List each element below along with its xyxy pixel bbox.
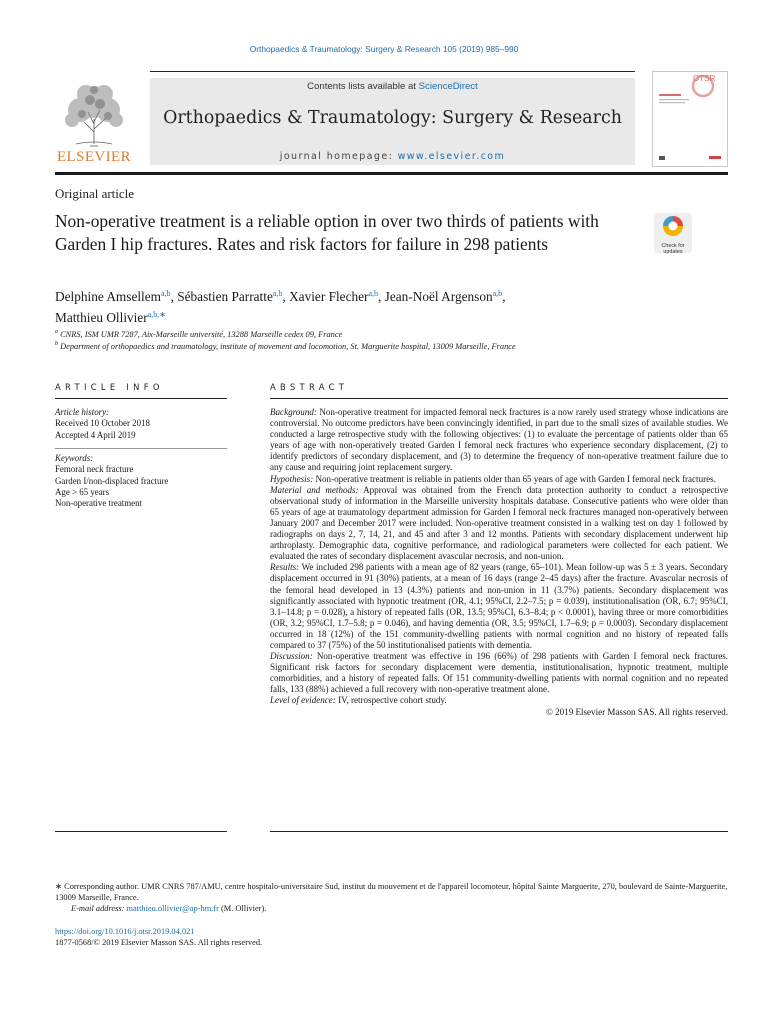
article-type: Original article	[55, 186, 135, 201]
email-suffix: (M. Ollivier).	[218, 904, 267, 913]
article-history	[55, 407, 227, 441]
abstract-section-discussion: Discussion: Non-operative treatment was effective in 196 (66%) of 298 patients with Garden I femoral neck fractures. Significant risk factors for secondary displacement were dementia, institutionalisation, hypnotic treatment, multiple comorbidities, and a history of repeated falls. Of 151 community-dwelling patients with normal cognition and no repeated falls, 133 (88%) achieved a full recovery with non-operative treatment alone.	[270, 651, 729, 695]
affiliation-b: $^b$ Department of orthopaedics and traumatology, institute of movement and locomotion, St. Marguerite hospital, 13009 Marseille, France	[55, 341, 516, 351]
abstract-section-methods: Material and methods: Approval was obtained from the French data protection authority to conduct a retrospective observational study of information in the Marseille university hospitals database. Consecutive patients who were older than 65 years of age at traumatology department admission for Garden I femoral neck fractures managed non-operatively between January 2007 and December 2017 were included. Non-operative treatment consisted in a walking test on day 1 followed by radiographs on days 2, 7, 14, 21, and 45 and after 3 and 12 months. Patients with secondary displacement underwent hip arthroplasty. Demographic data, cognitive performance, and radiological parameters were collected for each patient. We evaluated the rates of secondary displacement avascular necrosis, and non-union.	[270, 484, 728, 562]
abstract-body	[270, 407, 728, 718]
journal-homepage-line	[150, 151, 635, 162]
journal-cover-thumbnail	[652, 71, 728, 167]
email-label: E-mail address:	[71, 904, 125, 913]
abstract-copyright: © 2019 Elsevier Masson SAS. All rights reserved.	[545, 706, 728, 717]
abstract-rule	[270, 398, 728, 399]
issn-line: 1877-0568/© 2019 Elsevier Masson SAS. All rights reserved.	[55, 938, 263, 947]
keywords-block	[55, 453, 227, 509]
crossmark-icon	[654, 213, 692, 239]
email-link[interactable]: matthieu.ollivier@ap-hm.fr	[126, 904, 219, 913]
abstract-section-background: Background: Non-operative treatment for impacted femoral neck fractures is a now rarely used strategy whose indications are controversial. No outcome predictors have been convincingly identified, in part due to the small sizes of available studies. We conducted a large retrospective study with the following objectives: (1) to evaluate the percentage of patients older than 65 years of age with non-operatively treated Garden I femoral neck fractures who experience secondary displacement, (2) to identify predictors of secondary displacement, and (3) to determine the frequency of non-operative treatment failure due to any cause and requiring joint replacement surgery.	[270, 407, 728, 473]
publisher-wordmark: ELSEVIER	[56, 149, 132, 165]
contents-prefix: Contents lists available at	[307, 81, 419, 92]
journal-reference[interactable]: Orthopaedics & Traumatology: Surgery & Research 105 (2019) 985–990	[249, 44, 519, 54]
accepted-date: Accepted 4 April 2019	[55, 429, 136, 440]
author[interactable]: Delphine Amsellem$^{a,b}$	[55, 289, 171, 304]
header-top-rule	[150, 71, 635, 72]
abstract-section-results: Results: We included 298 patients with a mean age of 82 years (range, 65–101). Mean follow-up was 5 ± 3 years. Secondary displacement occurred in 91 (30%) patients, at a mean of 16 days (range 2–45 days) after the fracture. Avascular necrosis of the femoral head developed in 13 (4.3%) patients and non-union in 11 (3.7%) patients. Secondary displacement was significantly associated with hypnotic treatment (OR, 4.1; 95%CI, 2.2–7.5; p = 0.039), institutionalisation (OR, 6.7; 95%CI, 3.1–14.8; p = 0.028), a history of repeated falls (OR, 13.5; 95%CI, 6.3–8.4; p < 0.0001), having three or more comorbidities (OR, 3.2; 95%CI, 1.7–5.8; p = 0.046), and having dementia (OR, 3.5; 95%CI, 1.7–6.9; p = 0.0003). Secondary displacement occurred in 18 (12%) of the 151 community-dwelling patients with normal cognition and no history of repeated falls compared to 37 (75%) of the 50 institutionalised patients with dementia.	[270, 562, 728, 650]
header-bottom-rule	[55, 172, 728, 175]
check-for-updates-button[interactable]	[654, 213, 692, 253]
history-label: Article history:	[55, 407, 109, 417]
sciencedirect-link[interactable]: ScienceDirect	[418, 81, 478, 92]
corresponding-author-note: ∗ Corresponding author. UMR CNRS 787/AMU, centre hospitalo-universitaire Sud, institut du mouvement et de l'appareil locomoteur, hôpital Sainte Marguerite, 270, boulevard de Sainte-Marguerite, 13009 Marseille, France.	[55, 882, 728, 903]
abstract-section-evidence: Level of evidence: IV, retrospective cohort study.	[270, 695, 447, 706]
crossmark-label: Check for updates	[661, 243, 685, 255]
affiliation-a: $^a$ CNRS, ISM UMR 7287, Aix-Marseille université, 13288 Marseille cedex 09, France	[55, 329, 343, 339]
author[interactable]: Matthieu Ollivier$^{a,b,∗}$	[55, 309, 166, 325]
article-info-heading: ARTICLE INFO	[55, 382, 164, 392]
abstract-section-hypothesis: Hypothesis: Non-operative treatment is reliable in patients older than 65 years of age with Garden I femoral neck fractures.	[270, 473, 716, 484]
keyword: Garden I/non-displaced fracture	[55, 475, 169, 486]
article-info-rule	[55, 398, 227, 399]
contents-line	[150, 81, 635, 92]
article-info-bottom-rule	[55, 831, 227, 832]
history-divider	[55, 448, 227, 449]
received-date: Received 10 October 2018	[55, 418, 150, 429]
author[interactable]: Xavier Flecher$^{a,b}$	[289, 289, 379, 304]
keywords-label: Keywords:	[55, 453, 94, 463]
cover-mark: OTSR	[693, 74, 716, 83]
keyword: Age > 65 years	[55, 486, 110, 497]
homepage-link[interactable]: www.elsevier.com	[397, 151, 506, 162]
cover-art-icon	[653, 72, 727, 166]
keyword: Non-operative treatment	[55, 498, 142, 509]
author[interactable]: Jean-Noël Argenson$^{a,b}$	[384, 289, 503, 304]
abstract-bottom-rule	[270, 831, 728, 832]
keyword: Femoral neck fracture	[55, 464, 134, 475]
journal-title: Orthopaedics & Traumatology: Surgery & Research	[163, 108, 622, 128]
email-note	[55, 903, 728, 914]
author-list: Delphine Amsellem$^{a,b}$, Sébastien Parratte$^{a,b}$, Xavier Flecher$^{a,b}$, Jean-Noël Argenson$^{a,b}$, Matthieu Ollivier$^{a,b,∗}$	[55, 289, 506, 325]
doi-link[interactable]: https://doi.org/10.1016/j.otsr.2019.04.021	[55, 927, 195, 936]
abstract-heading: ABSTRACT	[270, 382, 349, 392]
article-title: Non-operative treatment is a reliable option in over two thirds of patients with Garden I hip fractures. Rates and risk factors for failure in 298 patients	[55, 211, 599, 254]
homepage-prefix: journal homepage:	[279, 151, 398, 162]
author[interactable]: Sébastien Parratte$^{a,b}$	[177, 289, 283, 304]
